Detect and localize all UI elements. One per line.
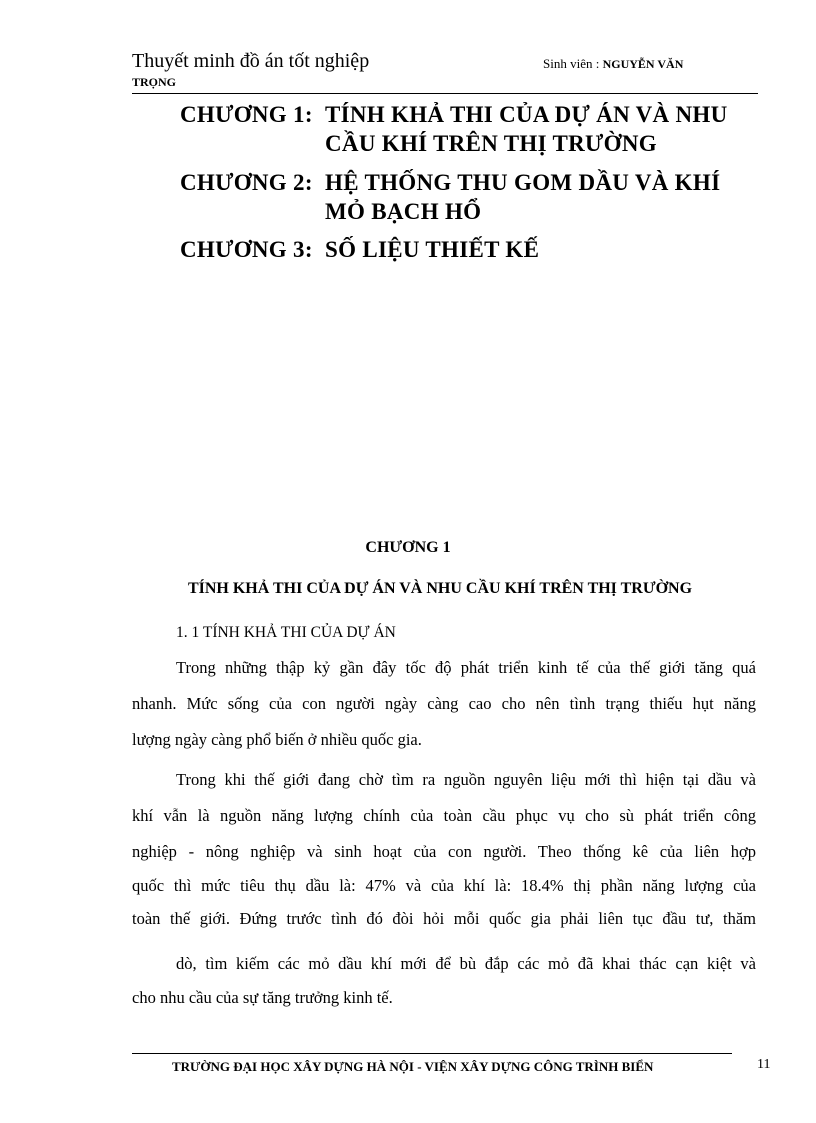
paragraph-2-line-5: toàn thế giới. Đứng trước tình đó đòi hỏi mỗi quốc gia phải liên tục đầu tư, thăm [132, 909, 756, 928]
chapter-heading: CHƯƠNG 1 [365, 539, 451, 556]
toc-chapter-1-title-cont: CẦU KHÍ TRÊN THỊ TRƯỜNG [325, 131, 657, 156]
student-name-continued: TRỌNG [132, 75, 177, 89]
paragraph-2-line-4: quốc thì mức tiêu thụ dầu là: 47% và của khí là: 18.4% thị phần năng lượng của [132, 876, 756, 895]
student-name: NGUYỄN VĂN [602, 57, 684, 71]
header-divider [132, 93, 758, 94]
toc-chapter-2-label: CHƯƠNG 2: [180, 170, 313, 195]
paragraph-1-line-2: nhanh. Mức sống của con người ngày càng cao cho nên tình trạng thiếu hụt năng [132, 694, 756, 713]
paragraph-3-line-2: cho nhu cầu của sự tăng trưởng kinh tế. [132, 988, 393, 1007]
document-title: Thuyết minh đồ án tốt nghiệp [132, 50, 370, 72]
chapter-subtitle: TÍNH KHẢ THI CỦA DỰ ÁN VÀ NHU CẦU KHÍ TRÊN THỊ TRƯỜNG [187, 580, 693, 597]
footer-divider [132, 1053, 732, 1054]
toc-chapter-2-title-cont: MỎ BẠCH HỔ [325, 199, 482, 224]
footer-institution: TRƯỜNG ĐẠI HỌC XÂY DỰNG HÀ NỘI - VIỆN XÂY DỰNG CÔNG TRÌNH BIỂN [172, 1059, 654, 1074]
paragraph-1-line-3: lượng ngày càng phổ biến ở nhiều quốc gia. [132, 730, 422, 749]
toc-chapter-2-title: HỆ THỐNG THU GOM DẦU VÀ KHÍ [325, 170, 721, 195]
paragraph-2-line-3: nghiệp - nông nghiệp và sinh hoạt của con người. Theo thống kê của liên hợp [132, 842, 756, 861]
toc-chapter-3-label: CHƯƠNG 3: [180, 237, 313, 262]
student-info [543, 56, 683, 72]
paragraph-2-line-1: Trong khi thế giới đang chờ tìm ra nguồn nguyên liệu mới thì hiện tại dầu và [176, 770, 756, 789]
toc-chapter-3-title: SỐ LIỆU THIẾT KẾ [325, 237, 540, 262]
paragraph-3-line-1: dò, tìm kiếm các mỏ dầu khí mới để bù đắp các mỏ đã khai thác cạn kiệt và [176, 954, 756, 973]
page-number: 11 [757, 1057, 771, 1072]
toc-chapter-1-label: CHƯƠNG 1: [180, 102, 313, 127]
toc-chapter-1-title: TÍNH KHẢ THI CỦA DỰ ÁN VÀ NHU [325, 102, 728, 127]
paragraph-1-line-1: Trong những thập kỷ gần đây tốc độ phát triển kinh tế của thế giới tăng quá [176, 658, 756, 677]
student-label: Sinh viên : [543, 56, 600, 71]
section-heading: 1. 1 TÍNH KHẢ THI CỦA DỰ ÁN [176, 624, 396, 641]
paragraph-2-line-2: khí vẫn là nguồn năng lượng chính của toàn cầu phục vụ cho sù phát triển công [132, 806, 756, 825]
